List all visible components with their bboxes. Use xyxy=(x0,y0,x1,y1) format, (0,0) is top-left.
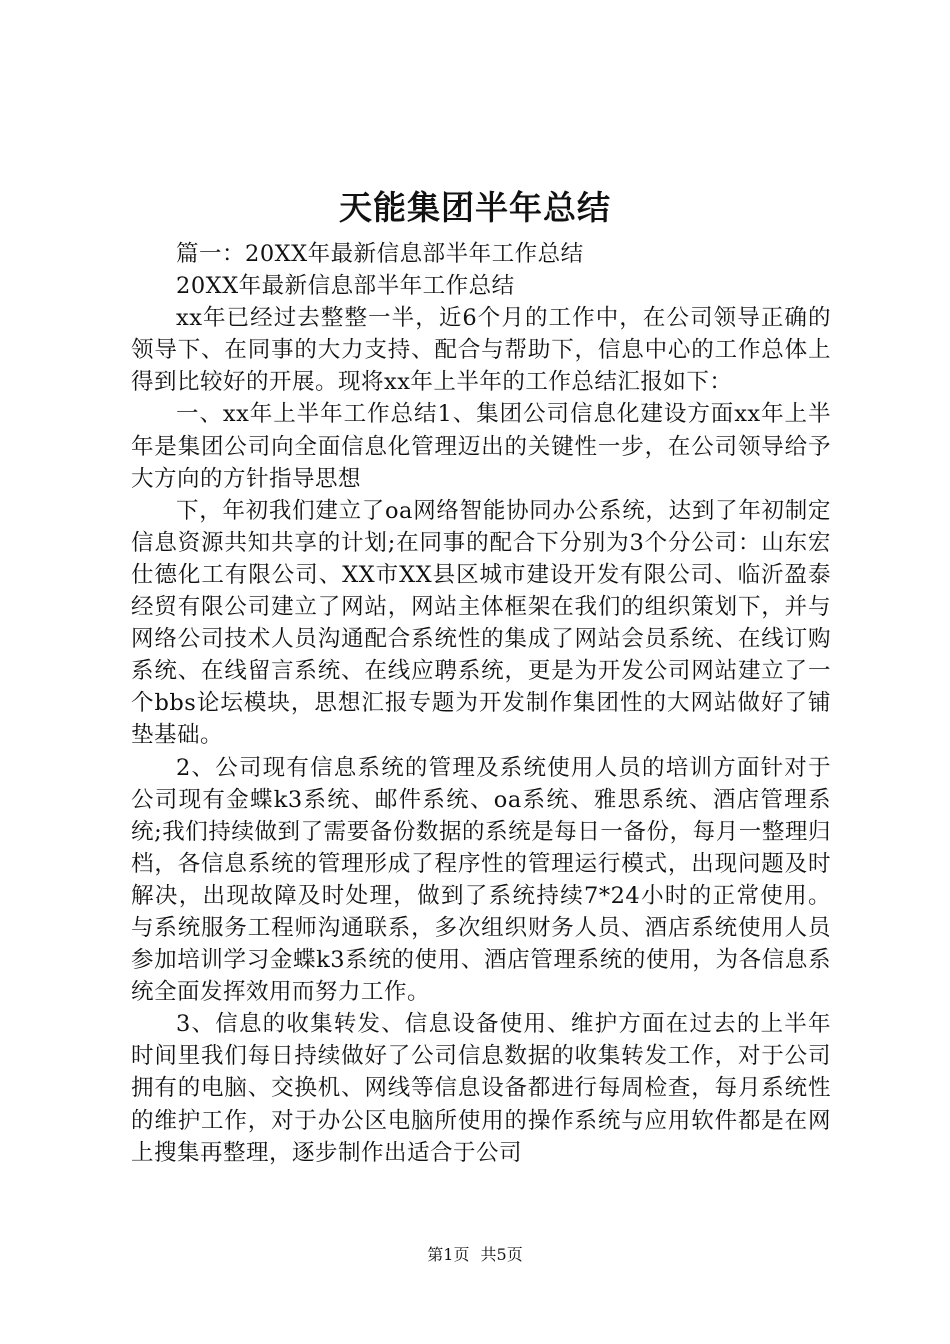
document-body xyxy=(131,238,831,1169)
article-subtitle: 20XX年最新信息部半年工作总结 xyxy=(176,273,515,300)
body-paragraph: 下，年初我们建立了oa网络智能协同办公系统，达到了年初制定信息资源共知共享的计划;在同事的配合下分别为3个分公司：山东宏仕德化工有限公司、XX市XX县区城市建设开发有限公司、临沂盈泰经贸有限公司建立了网站，网站主体框架在我们的组织策划下，并与网络公司技术人员沟通配合系统性的集成了网站会员系统、在线订购系统、在线留言系统、在线应聘系统，更是为开发公司网站建立了一个bbs论坛模块，思想汇报专题为开发制作集团性的大网站做好了铺垫基础。 xyxy=(131,497,831,749)
body-paragraph: 3、信息的收集转发、信息设备使用、维护方面在过去的上半年时间里我们每日持续做好了公司信息数据的收集转发工作，对于公司拥有的电脑、交换机、网线等信息设备都进行每周检查，每月系统性的维护工作，对于办公区电脑所使用的操作系统与应用软件都是在网上搜集再整理，逐步制作出适合于公司 xyxy=(131,1011,831,1166)
body-paragraph: 一、xx年上半年工作总结1、集团公司信息化建设方面xx年上半年是集团公司向全面信息化管理迈出的关键性一步，在公司领导给予大方向的方针指导思想 xyxy=(131,401,831,492)
document-title: 天能集团半年总结 xyxy=(339,188,611,227)
page-footer xyxy=(0,1244,950,1266)
body-paragraph: 2、公司现有信息系统的管理及系统使用人员的培训方面针对于公司现有金蝶k3系统、邮件系统、oa系统、雅思系统、酒店管理系统;我们持续做到了需要备份数据的系统是每日一备份，每月一整理归档，各信息系统的管理形成了程序性的管理运行模式，出现问题及时解决，出现故障及时处理，做到了系统持续7*24小时的正常使用。与系统服务工程师沟通联系，多次组织财务人员、酒店系统使用人员参加培训学习金蝶k3系统的使用、酒店管理系统的使用，为各信息系统全面发挥效用而努力工作。 xyxy=(131,754,831,1006)
section-heading: 篇一：20XX年最新信息部半年工作总结 xyxy=(176,241,584,267)
body-paragraph: xx年已经过去整整一半，近6个月的工作中，在公司领导正确的领导下、在同事的大力支持、配合与帮助下，信息中心的工作总体上得到比较好的开展。现将xx年上半年的工作总结汇报如下： xyxy=(131,305,831,396)
page-total: 共5页 xyxy=(480,1245,523,1264)
page-number: 第1页 xyxy=(427,1245,470,1264)
